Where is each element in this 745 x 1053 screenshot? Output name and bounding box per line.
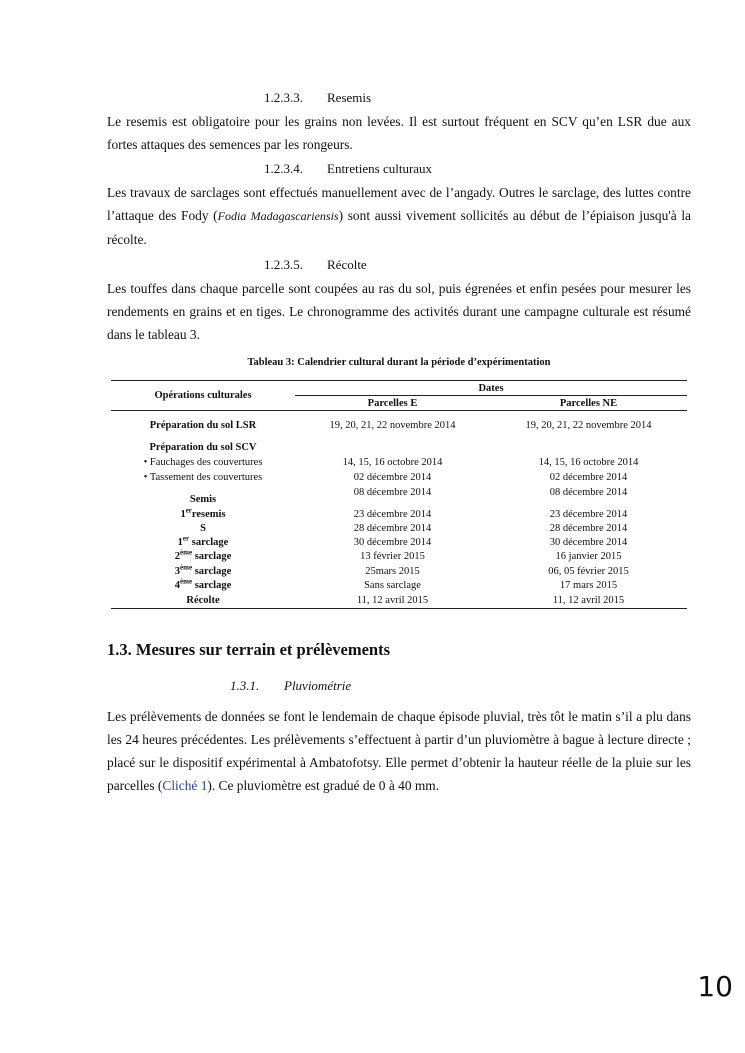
ordinal-suffix: er <box>185 506 192 515</box>
table-row-op <box>111 508 295 521</box>
table-bottom-rule <box>111 608 687 609</box>
table-row-op: Récolte <box>186 595 220 606</box>
heading-title: Récolte <box>327 257 367 272</box>
header-operations: Opérations culturales <box>154 390 252 401</box>
table-cell-e: 25mars 2015 <box>365 566 420 577</box>
section-title: 1.3. Mesures sur terrain et prélèvements <box>107 640 391 659</box>
table-cell-ne: 16 janvier 2015 <box>555 551 622 562</box>
ordinal: 2 <box>174 551 181 562</box>
table-row-op: Préparation du sol SCV <box>149 442 257 453</box>
paragraph-recolte: Les touffes dans chaque parcelle sont coupées au ras du sol, puis égrenées et enfin pesées pour mesurer les rendements en grains et en tiges. Le chronogramme des activités durant une campagne culturale est résumé dans le tableau 3. <box>107 281 691 342</box>
paragraph-text: Les travaux de sarclages sont effectués manuellement avec de l’angady. Outres le sarclage, des luttes contre l’attaque des Fody ( <box>107 185 691 223</box>
header-parcelles-e: Parcelles E <box>367 398 418 409</box>
table-caption: Tableau 3: Calendrier cultural durant la période d’expérimentation <box>247 357 551 368</box>
ordinal: 1 <box>177 537 183 548</box>
op-text: resemis <box>191 509 226 520</box>
table-dates-rule <box>295 395 687 396</box>
table-cell-e: 08 décembre 2014 <box>353 487 432 498</box>
heading-number: 1.2.3.5. <box>264 257 303 272</box>
table-cell-ne: 19, 20, 21, 22 novembre 2014 <box>525 420 652 431</box>
table-row-op: S <box>200 523 206 534</box>
table-cell-e: 11, 12 avril 2015 <box>356 595 429 606</box>
table-cell-e: 23 décembre 2014 <box>353 509 432 520</box>
heading-number: 1.2.3.3. <box>264 90 303 105</box>
ordinal-suffix: ème <box>180 563 193 572</box>
page-number: 10 <box>697 970 733 1003</box>
table-cell-ne: 02 décembre 2014 <box>549 472 628 483</box>
paragraph-resemis: Le resemis est obligatoire pour les grains non levées. Il est surtout fréquent en SCV qu’en LSR due aux fortes attaques des semences par les rongeurs. <box>107 114 691 152</box>
table-row-op: • Tassement des couvertures <box>143 472 263 483</box>
header-dates: Dates <box>478 383 504 394</box>
subsection-number: 1.3.1. <box>230 678 260 693</box>
subsection-title: Pluviométrie <box>284 678 352 693</box>
ordinal: 3 <box>174 566 181 577</box>
heading-entretiens <box>264 161 432 177</box>
table-cell-ne: 30 décembre 2014 <box>549 537 628 548</box>
table-row-op <box>111 536 295 549</box>
paragraph-text: Les prélèvements de données se font le lendemain de chaque épisode pluvial, très tôt le matin s’il a plu dans les 24 heures précédentes. Les prélèvements s’effectuent à partir d’un pluviomètre à bague à lecture directe ; placé sur le dispositif expérimental à Ambatofotsy. Elle permet d’obtenir la hauteur réelle de la pluie sur les parcelles ( <box>107 709 691 793</box>
heading-resemis <box>264 90 371 106</box>
table-cell-ne: 23 décembre 2014 <box>549 509 628 520</box>
table-cell-e: 28 décembre 2014 <box>353 523 432 534</box>
heading-recolte <box>264 257 367 273</box>
table-cell-e: 19, 20, 21, 22 novembre 2014 <box>329 420 456 431</box>
table-cell-e: 02 décembre 2014 <box>353 472 432 483</box>
op-text: sarclage <box>189 537 229 548</box>
header-parcelles-ne: Parcelles NE <box>559 398 618 409</box>
table-row-op <box>111 565 295 578</box>
ordinal-suffix: er <box>182 534 190 543</box>
paragraph-text: ) sont aussi vivement sollicités au début de l’épiaison jusqu'à la récolte. <box>107 208 691 247</box>
table-top-rule <box>111 380 687 381</box>
table-cell-ne: 28 décembre 2014 <box>549 523 628 534</box>
op-text: sarclage <box>192 551 232 562</box>
ordinal: 4 <box>174 580 181 591</box>
subsection-heading <box>230 678 351 694</box>
paragraph-entretiens <box>107 181 691 251</box>
table-cell-e: Sans sarclage <box>364 580 421 591</box>
ordinal-suffix: ème <box>180 577 193 586</box>
table-row-op <box>111 550 295 563</box>
table-row-op: Préparation du sol LSR <box>149 420 257 431</box>
table-cell-ne: 14, 15, 16 octobre 2014 <box>538 457 639 468</box>
heading-number: 1.2.3.4. <box>264 161 303 176</box>
table-cell-e: 14, 15, 16 octobre 2014 <box>342 457 443 468</box>
ordinal-suffix: ème <box>180 548 193 557</box>
op-text: sarclage <box>192 580 232 591</box>
ordinal: 1 <box>180 509 186 520</box>
species-name: Fodia Madagascariensis <box>217 209 339 223</box>
table-cell-ne: 17 mars 2015 <box>559 580 618 591</box>
table-cell-e: 30 décembre 2014 <box>353 537 432 548</box>
paragraph-text: ). Ce pluviomètre est gradué de 0 à 40 mm. <box>207 778 440 793</box>
table-cell-ne: 11, 12 avril 2015 <box>552 595 625 606</box>
table-header-rule <box>111 410 687 411</box>
heading-title: Resemis <box>327 90 372 105</box>
table-row-op <box>111 579 295 592</box>
table-cell-ne: 08 décembre 2014 <box>549 487 628 498</box>
table-row-op: Semis <box>189 494 217 505</box>
table-cell-ne: 06, 05 février 2015 <box>548 566 629 577</box>
cliche-link[interactable]: Cliché 1 <box>162 778 208 793</box>
heading-title: Entretiens culturaux <box>327 161 433 176</box>
table-row-op: • Fauchages des couvertures <box>143 457 263 468</box>
table-cell-e: 13 février 2015 <box>360 551 425 562</box>
op-text: sarclage <box>192 566 232 577</box>
paragraph-pluviometrie <box>107 705 691 797</box>
